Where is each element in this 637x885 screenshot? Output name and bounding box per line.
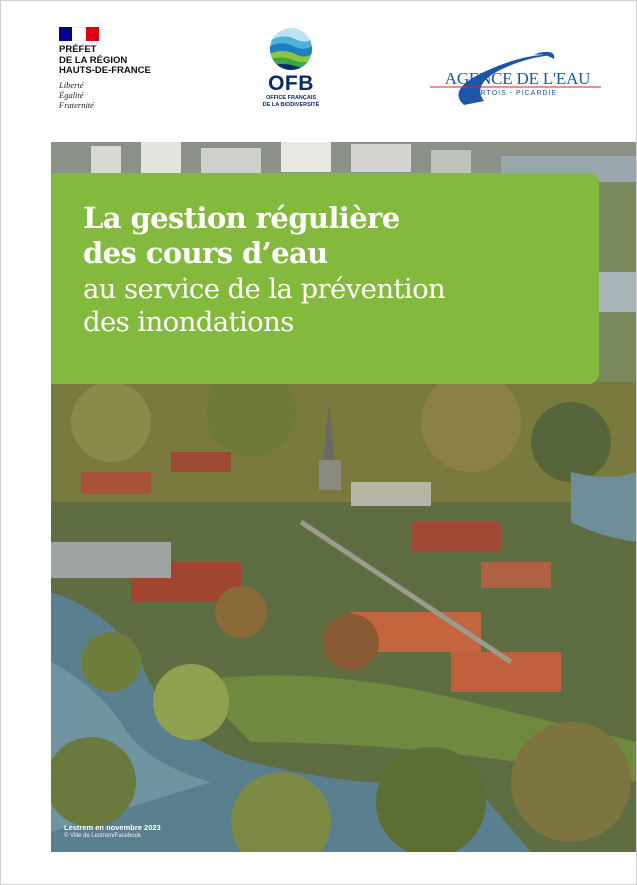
prefet-title-line: HAUTS-DE-FRANCE <box>59 65 151 76</box>
motto-line: Fraternité <box>59 99 94 110</box>
title-line: des cours d’eau <box>83 236 328 270</box>
prefet-title <box>59 45 179 77</box>
republic-motto <box>59 80 179 110</box>
title-band <box>51 173 599 384</box>
prefet-logo <box>59 27 179 110</box>
subtitle-line: des inondations <box>83 306 294 338</box>
subtitle-line: au service de la prévention <box>83 273 446 305</box>
ofb-name: OFB <box>268 72 314 95</box>
agence-name: AGENCE DE L'EAU <box>444 69 591 88</box>
title-line: La gestion régulière <box>83 201 400 235</box>
prefet-title-line: PRÉFET <box>59 44 97 55</box>
ofb-subtitle-line: DE LA BIODIVERSITÉ <box>262 101 320 108</box>
motto-line: Liberté <box>59 79 84 90</box>
document-subtitle <box>83 273 445 339</box>
caption-text: Lestrem en novembre 2023 <box>64 823 161 832</box>
agence-region: ARTOIS - PICARDIE <box>474 90 558 97</box>
motto-line: Égalité <box>59 89 84 100</box>
ofb-logo <box>255 27 327 108</box>
photo-credit: © Ville de Lestrem/Facebook <box>64 833 142 839</box>
ofb-subtitle <box>255 95 327 108</box>
prefet-title-line: DE LA RÉGION <box>59 54 128 66</box>
ofb-subtitle-line: OFFICE FRANÇAIS <box>265 95 317 101</box>
ofb-emblem-icon <box>269 27 313 71</box>
agence-eau-logo <box>426 49 606 109</box>
french-flag-icon <box>59 27 99 41</box>
document-title <box>83 201 400 271</box>
photo-caption <box>64 823 161 840</box>
